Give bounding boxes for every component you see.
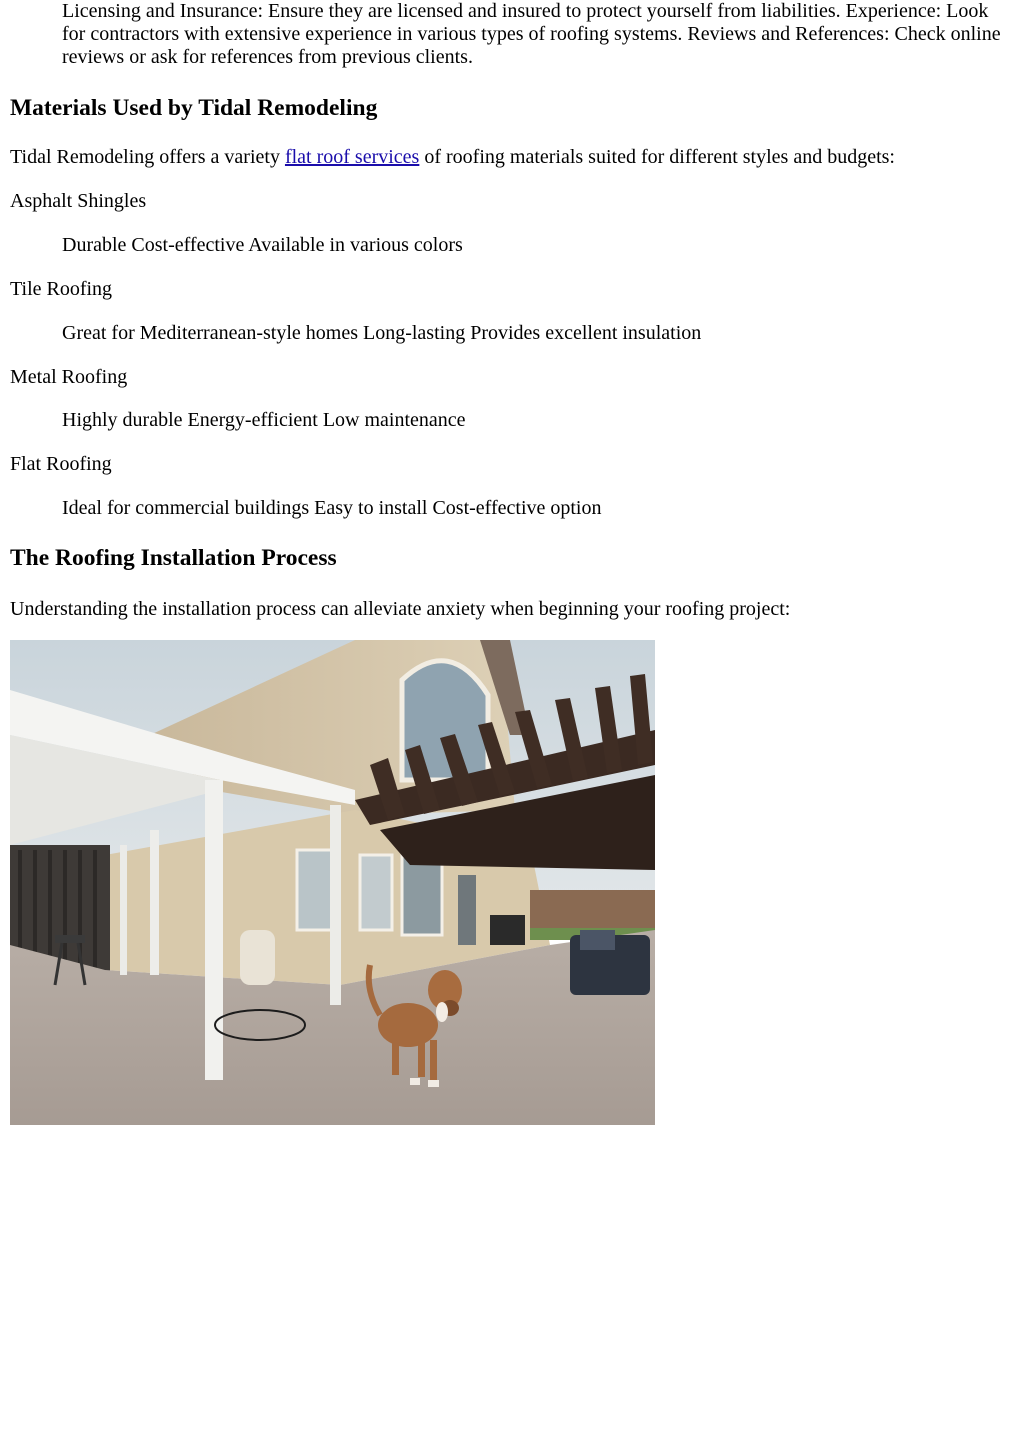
materials-intro-text: Tidal Remodeling offers a variety: [10, 146, 285, 168]
materials-heading: Materials Used by Tidal Remodeling: [10, 95, 378, 121]
material-name-tile-roofing: Tile Roofing: [10, 278, 113, 300]
installation-intro-paragraph: Understanding the installation process can alleviate anxiety when beginning your roofing project:: [10, 598, 791, 620]
materials-intro-paragraph: [10, 145, 895, 169]
material-name-metal-roofing: Metal Roofing: [10, 366, 128, 388]
contractor-criteria-paragraph: Licensing and Insurance: Ensure they are licensed and insured to protect yourself from liabilities. Experience: Look for contractors with extensive experience in various types of roofing systems. Reviews and References: Check online reviews or ask for references from previous clients.: [62, 0, 1001, 68]
materials-intro-text-after: of roofing materials suited for different styles and budgets:: [419, 146, 895, 168]
material-details-flat-roofing: Ideal for commercial buildings Easy to install Cost-effective option: [62, 497, 602, 519]
installation-heading: The Roofing Installation Process: [10, 545, 337, 571]
material-details-tile-roofing: Great for Mediterranean-style homes Long-lasting Provides excellent insulation: [62, 322, 702, 344]
material-details-metal-roofing: Highly durable Energy-efficient Low maintenance: [62, 409, 466, 431]
patio-pergola-photo: [10, 640, 655, 1125]
material-details-asphalt-shingles: Durable Cost-effective Available in various colors: [62, 234, 463, 256]
material-name-flat-roofing: Flat Roofing: [10, 453, 112, 475]
flat-roof-services-link[interactable]: flat roof services: [284, 146, 420, 168]
material-name-asphalt-shingles: Asphalt Shingles: [10, 190, 147, 212]
